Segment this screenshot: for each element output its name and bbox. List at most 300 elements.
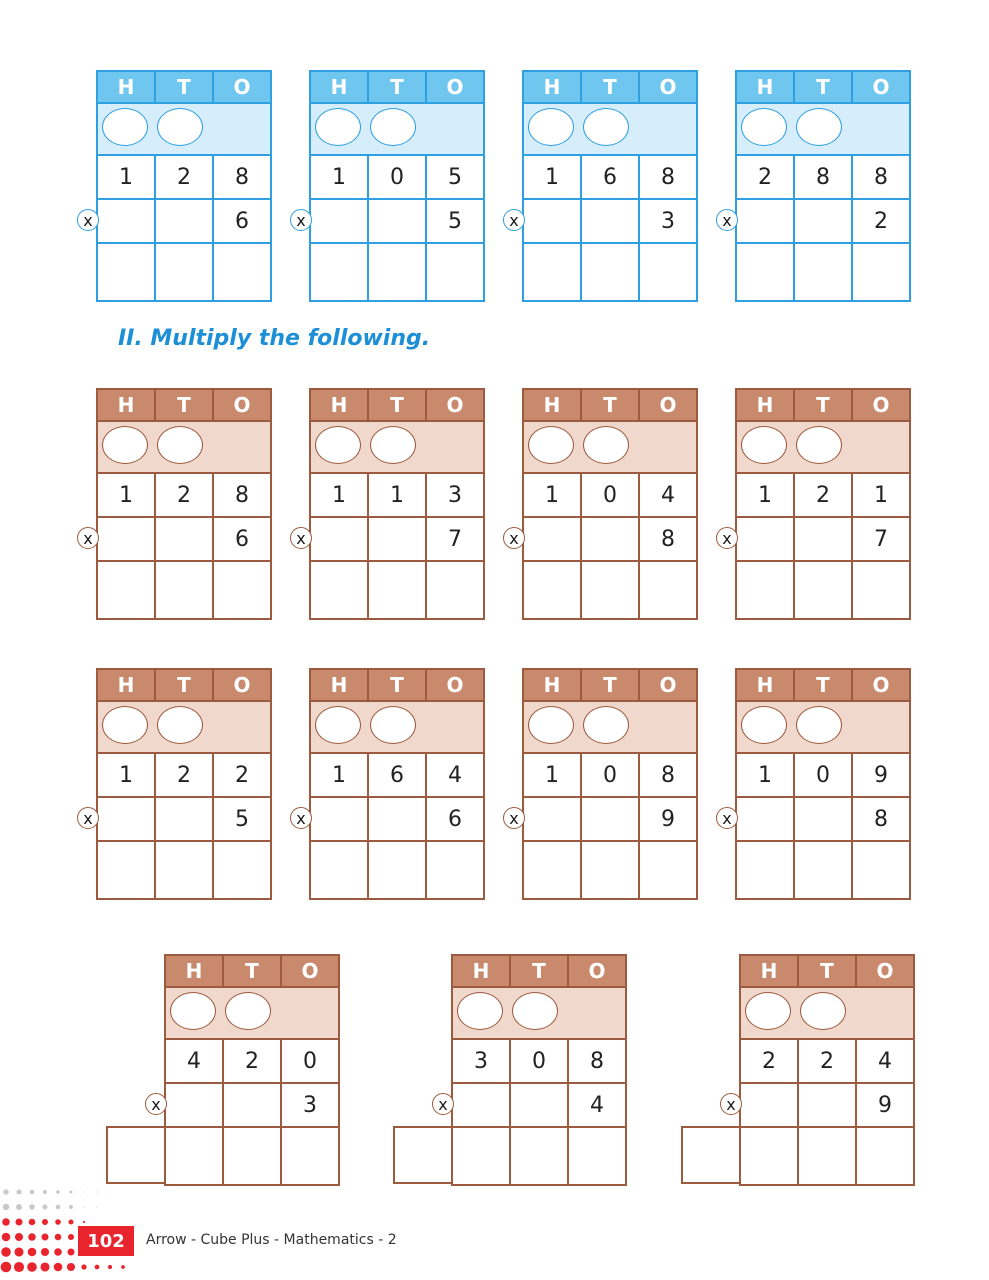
multiplication-grid: [722, 388, 911, 620]
multiply-sign-icon: x: [77, 527, 99, 549]
answer-cell[interactable]: [740, 1127, 798, 1185]
hundreds-digit: 1: [523, 753, 581, 797]
decoration-dot: [15, 1218, 22, 1225]
hundreds-digit: 2: [740, 1039, 798, 1083]
ones-header: O: [639, 669, 697, 701]
answer-cell[interactable]: [426, 243, 484, 301]
tens-digit: 2: [155, 473, 213, 517]
decoration-dot: [14, 1247, 23, 1256]
multiplier-empty-cell: [798, 1083, 856, 1127]
carry-row: [97, 103, 271, 155]
carry-oval[interactable]: [102, 706, 148, 744]
decoration-dot: [68, 1234, 74, 1240]
multiply-sign-icon: x: [503, 527, 525, 549]
multiplier-empty-cell: [155, 199, 213, 243]
decoration-dot: [83, 1221, 85, 1223]
multiplier-empty-cell: [368, 199, 426, 243]
answer-cell[interactable]: [310, 841, 368, 899]
multiplier-digit: 8: [639, 517, 697, 561]
multiplication-grid: [83, 388, 272, 620]
tens-digit: 1: [368, 473, 426, 517]
carry-oval[interactable]: [583, 706, 629, 744]
multiplication-grid: [722, 70, 911, 302]
multiplication-grid: [296, 388, 485, 620]
answer-cell[interactable]: [223, 1127, 281, 1185]
carry-row: [736, 421, 910, 473]
answer-cell[interactable]: [426, 841, 484, 899]
multiplier-digit: 6: [213, 517, 271, 561]
decoration-dot: [55, 1234, 62, 1241]
carry-row: [310, 421, 484, 473]
carry-row: [97, 421, 271, 473]
page-number: 102: [78, 1226, 134, 1256]
answer-cell[interactable]: [155, 243, 213, 301]
answer-cell[interactable]: [852, 841, 910, 899]
answer-cell[interactable]: [852, 561, 910, 619]
decoration-dot: [67, 1248, 74, 1255]
hundreds-header: H: [97, 389, 155, 421]
multiply-sign-icon: x: [716, 209, 738, 231]
multiply-sign-icon: x: [290, 807, 312, 829]
hundreds-header: H: [736, 389, 794, 421]
carry-oval[interactable]: [796, 706, 842, 744]
answer-cell[interactable]: [736, 561, 794, 619]
multiplier-digit: 3: [639, 199, 697, 243]
decoration-dot: [41, 1233, 48, 1240]
carry-oval[interactable]: [528, 706, 574, 744]
decoration-dot: [43, 1190, 47, 1194]
answer-cell[interactable]: [97, 561, 155, 619]
ones-header: O: [426, 71, 484, 103]
decoration-dot: [121, 1265, 125, 1269]
carry-oval[interactable]: [796, 108, 842, 146]
carry-row: [97, 701, 271, 753]
carry-oval[interactable]: [315, 426, 361, 464]
multiplication-grid: [438, 954, 627, 1186]
ones-digit: 4: [426, 753, 484, 797]
multiplication-grid: [509, 668, 698, 900]
ones-digit: 1: [852, 473, 910, 517]
multiplier-empty-cell: [736, 517, 794, 561]
answer-cell[interactable]: [794, 841, 852, 899]
decoration-dot: [108, 1265, 112, 1269]
decoration-dot: [83, 1191, 84, 1192]
ones-header: O: [856, 955, 914, 987]
carry-row: [523, 701, 697, 753]
ones-header: O: [639, 71, 697, 103]
multiplication-grid: [296, 70, 485, 302]
multiply-sign-icon: x: [503, 807, 525, 829]
hundreds-digit: 1: [523, 155, 581, 199]
multiplication-grid: [296, 668, 485, 900]
answer-cell[interactable]: [213, 841, 271, 899]
decoration-dot: [3, 1189, 8, 1194]
carry-oval[interactable]: [741, 426, 787, 464]
hundreds-header: H: [310, 389, 368, 421]
decoration-dot: [3, 1204, 10, 1211]
multiply-sign-icon: x: [503, 209, 525, 231]
decoration-dot: [17, 1190, 22, 1195]
answer-cell[interactable]: [794, 243, 852, 301]
tens-digit: 6: [581, 155, 639, 199]
carry-row: [310, 103, 484, 155]
decoration-dot: [27, 1262, 37, 1272]
multiply-sign-icon: x: [290, 209, 312, 231]
answer-cell[interactable]: [523, 561, 581, 619]
ones-digit: 9: [852, 753, 910, 797]
answer-cell[interactable]: [794, 561, 852, 619]
multiply-sign-icon: x: [145, 1093, 167, 1115]
hundreds-header: H: [97, 71, 155, 103]
answer-cell[interactable]: [281, 1127, 339, 1185]
tens-header: T: [368, 389, 426, 421]
decoration-dot: [67, 1263, 75, 1271]
carry-oval[interactable]: [741, 706, 787, 744]
tens-header: T: [223, 955, 281, 987]
multiply-sign-icon: x: [77, 209, 99, 231]
answer-cell[interactable]: [639, 841, 697, 899]
decoration-dot: [56, 1190, 59, 1193]
carry-oval[interactable]: [225, 992, 271, 1030]
carry-row: [736, 701, 910, 753]
decoration-dot: [56, 1205, 61, 1210]
carry-row: [523, 421, 697, 473]
multiplier-digit: 9: [639, 797, 697, 841]
carry-oval[interactable]: [102, 108, 148, 146]
answer-cell[interactable]: [155, 561, 213, 619]
answer-cell[interactable]: [856, 1127, 914, 1185]
ones-header: O: [213, 71, 271, 103]
answer-cell[interactable]: [510, 1127, 568, 1185]
hundreds-digit: 1: [736, 473, 794, 517]
answer-cell[interactable]: [581, 561, 639, 619]
multiplier-empty-cell: [223, 1083, 281, 1127]
hundreds-header: H: [740, 955, 798, 987]
decoration-dot: [54, 1248, 62, 1256]
ones-header: O: [213, 669, 271, 701]
hundreds-header: H: [452, 955, 510, 987]
multiplier-digit: 5: [426, 199, 484, 243]
carry-oval[interactable]: [512, 992, 558, 1030]
multiply-sign-icon: x: [290, 527, 312, 549]
hundreds-digit: 1: [523, 473, 581, 517]
multiplier-empty-cell: [523, 199, 581, 243]
hundreds-header: H: [165, 955, 223, 987]
tens-header: T: [794, 389, 852, 421]
answer-cell[interactable]: [165, 1127, 223, 1185]
multiplier-digit: 6: [213, 199, 271, 243]
tens-digit: 8: [794, 155, 852, 199]
carry-oval[interactable]: [583, 426, 629, 464]
answer-cell[interactable]: [581, 841, 639, 899]
multiplier-empty-cell: [736, 199, 794, 243]
decoration-dot: [81, 1264, 86, 1269]
multiplier-empty-cell: [523, 797, 581, 841]
carry-oval[interactable]: [170, 992, 216, 1030]
multiply-sign-icon: x: [716, 527, 738, 549]
tens-digit: 0: [581, 473, 639, 517]
decoration-dot: [70, 1191, 73, 1194]
ones-digit: 4: [639, 473, 697, 517]
answer-cell[interactable]: [310, 243, 368, 301]
multiplier-digit: 6: [426, 797, 484, 841]
decoration-dot: [42, 1204, 47, 1209]
carry-oval[interactable]: [102, 426, 148, 464]
carry-row: [310, 701, 484, 753]
tens-header: T: [368, 71, 426, 103]
hundreds-digit: 1: [736, 753, 794, 797]
answer-cell[interactable]: [639, 561, 697, 619]
multiplier-empty-cell: [310, 797, 368, 841]
multiplier-digit: 4: [568, 1083, 626, 1127]
carry-oval[interactable]: [528, 426, 574, 464]
tens-digit: 0: [794, 753, 852, 797]
tens-header: T: [581, 71, 639, 103]
decoration-dot: [28, 1233, 36, 1241]
ones-header: O: [426, 389, 484, 421]
multiply-sign-icon: x: [432, 1093, 454, 1115]
multiplier-empty-cell: [452, 1083, 510, 1127]
multiplier-digit: 8: [852, 797, 910, 841]
tens-digit: 2: [155, 155, 213, 199]
multiplication-grid: [722, 668, 911, 900]
tens-header: T: [368, 669, 426, 701]
hundreds-header: H: [736, 71, 794, 103]
hundreds-digit: 1: [97, 753, 155, 797]
decoration-dot: [40, 1262, 49, 1271]
multiplication-grid: [509, 388, 698, 620]
carry-oval[interactable]: [370, 108, 416, 146]
ones-digit: 2: [213, 753, 271, 797]
ones-digit: 5: [426, 155, 484, 199]
answer-cell[interactable]: [639, 243, 697, 301]
carry-oval[interactable]: [741, 108, 787, 146]
answer-cell[interactable]: [368, 841, 426, 899]
carry-oval[interactable]: [157, 706, 203, 744]
ones-header: O: [852, 669, 910, 701]
hundreds-header: H: [523, 71, 581, 103]
hundreds-digit: 1: [97, 473, 155, 517]
answer-cell[interactable]: [736, 841, 794, 899]
multiplier-empty-cell: [736, 797, 794, 841]
ones-header: O: [213, 389, 271, 421]
multiplier-empty-cell: [155, 517, 213, 561]
answer-cell[interactable]: [523, 243, 581, 301]
ones-digit: 3: [426, 473, 484, 517]
ones-digit: 8: [852, 155, 910, 199]
thousands-answer-cell[interactable]: [393, 1126, 451, 1184]
hundreds-header: H: [97, 669, 155, 701]
carry-oval[interactable]: [315, 108, 361, 146]
multiplier-empty-cell: [740, 1083, 798, 1127]
multiplier-digit: 7: [426, 517, 484, 561]
ones-digit: 8: [213, 155, 271, 199]
multiplier-empty-cell: [581, 797, 639, 841]
multiplier-empty-cell: [155, 797, 213, 841]
multiplier-empty-cell: [97, 797, 155, 841]
multiply-sign-icon: x: [77, 807, 99, 829]
answer-cell[interactable]: [97, 243, 155, 301]
tens-header: T: [155, 669, 213, 701]
multiply-sign-icon: x: [716, 807, 738, 829]
ones-digit: 8: [213, 473, 271, 517]
answer-cell[interactable]: [368, 561, 426, 619]
decoration-dot: [96, 1191, 97, 1192]
thousands-answer-cell[interactable]: [681, 1126, 739, 1184]
ones-digit: 4: [856, 1039, 914, 1083]
decoration-dot: [2, 1218, 10, 1226]
decoration-dot: [96, 1206, 97, 1207]
answer-cell[interactable]: [452, 1127, 510, 1185]
tens-digit: 2: [794, 473, 852, 517]
thousands-answer-cell[interactable]: [106, 1126, 164, 1184]
tens-digit: 6: [368, 753, 426, 797]
decoration-dot: [109, 1191, 110, 1192]
decoration-dot: [14, 1262, 24, 1272]
decoration-dot: [28, 1248, 37, 1257]
answer-cell[interactable]: [310, 561, 368, 619]
carry-oval[interactable]: [370, 426, 416, 464]
decoration-dot: [95, 1265, 100, 1270]
answer-cell[interactable]: [426, 561, 484, 619]
multiplier-empty-cell: [97, 517, 155, 561]
hundreds-header: H: [523, 389, 581, 421]
carry-oval[interactable]: [457, 992, 503, 1030]
carry-oval[interactable]: [370, 706, 416, 744]
carry-oval[interactable]: [157, 426, 203, 464]
tens-header: T: [581, 389, 639, 421]
answer-cell[interactable]: [736, 243, 794, 301]
ones-digit: 8: [639, 155, 697, 199]
multiplier-empty-cell: [165, 1083, 223, 1127]
ones-header: O: [852, 389, 910, 421]
tens-header: T: [581, 669, 639, 701]
ones-header: O: [281, 955, 339, 987]
multiply-sign-icon: x: [720, 1093, 742, 1115]
multiplier-empty-cell: [794, 797, 852, 841]
tens-digit: 0: [510, 1039, 568, 1083]
tens-header: T: [510, 955, 568, 987]
hundreds-header: H: [310, 71, 368, 103]
carry-oval[interactable]: [583, 108, 629, 146]
tens-header: T: [155, 389, 213, 421]
multiplication-grid: [509, 70, 698, 302]
carry-oval[interactable]: [800, 992, 846, 1030]
carry-oval[interactable]: [528, 108, 574, 146]
tens-digit: 2: [223, 1039, 281, 1083]
decoration-dot: [2, 1233, 11, 1242]
tens-digit: 0: [581, 753, 639, 797]
decoration-dot: [16, 1204, 22, 1210]
hundreds-digit: 2: [736, 155, 794, 199]
decoration-dot: [55, 1219, 61, 1225]
hundreds-header: H: [310, 669, 368, 701]
tens-digit: 2: [155, 753, 213, 797]
answer-cell[interactable]: [155, 841, 213, 899]
decoration-dot: [15, 1233, 23, 1241]
carry-oval[interactable]: [157, 108, 203, 146]
decoration-dot: [83, 1206, 84, 1207]
multiplier-empty-cell: [581, 517, 639, 561]
ones-digit: 0: [281, 1039, 339, 1083]
multiplier-empty-cell: [794, 199, 852, 243]
decoration-dot: [42, 1219, 48, 1225]
tens-digit: 2: [798, 1039, 856, 1083]
hundreds-header: H: [736, 669, 794, 701]
multiplier-digit: 9: [856, 1083, 914, 1127]
tens-header: T: [155, 71, 213, 103]
carry-row: [452, 987, 626, 1039]
ones-digit: 8: [639, 753, 697, 797]
hundreds-digit: 1: [97, 155, 155, 199]
answer-cell[interactable]: [213, 561, 271, 619]
multiplier-empty-cell: [794, 517, 852, 561]
hundreds-digit: 1: [310, 753, 368, 797]
carry-row: [736, 103, 910, 155]
tens-header: T: [794, 669, 852, 701]
multiplier-empty-cell: [310, 199, 368, 243]
answer-cell[interactable]: [581, 243, 639, 301]
multiplier-digit: 5: [213, 797, 271, 841]
multiplication-grid: [151, 954, 340, 1186]
decoration-dot: [69, 1205, 73, 1209]
carry-row: [523, 103, 697, 155]
multiplier-empty-cell: [368, 797, 426, 841]
multiplier-digit: 3: [281, 1083, 339, 1127]
answer-cell[interactable]: [213, 243, 271, 301]
ones-header: O: [426, 669, 484, 701]
answer-cell[interactable]: [97, 841, 155, 899]
decoration-dot: [29, 1219, 36, 1226]
decoration-dot: [68, 1219, 73, 1224]
ones-header: O: [568, 955, 626, 987]
answer-cell[interactable]: [368, 243, 426, 301]
decoration-dot: [41, 1248, 49, 1256]
hundreds-digit: 1: [310, 473, 368, 517]
answer-cell[interactable]: [523, 841, 581, 899]
carry-oval[interactable]: [796, 426, 842, 464]
tens-header: T: [798, 955, 856, 987]
multiplier-empty-cell: [510, 1083, 568, 1127]
decoration-dot: [1, 1247, 11, 1257]
multiplier-empty-cell: [581, 199, 639, 243]
carry-row: [740, 987, 914, 1039]
multiplier-digit: 2: [852, 199, 910, 243]
tens-digit: 0: [368, 155, 426, 199]
ones-header: O: [852, 71, 910, 103]
multiplier-empty-cell: [310, 517, 368, 561]
answer-cell[interactable]: [568, 1127, 626, 1185]
multiplier-empty-cell: [523, 517, 581, 561]
ones-digit: 8: [568, 1039, 626, 1083]
decoration-dot: [29, 1204, 35, 1210]
hundreds-header: H: [523, 669, 581, 701]
multiplication-grid: [83, 668, 272, 900]
book-title: Arrow - Cube Plus - Mathematics - 2: [146, 1232, 397, 1248]
answer-cell[interactable]: [798, 1127, 856, 1185]
carry-row: [165, 987, 339, 1039]
decoration-dot: [54, 1263, 63, 1272]
ones-header: O: [639, 389, 697, 421]
multiplier-empty-cell: [368, 517, 426, 561]
multiplier-digit: 7: [852, 517, 910, 561]
multiplier-empty-cell: [97, 199, 155, 243]
answer-cell[interactable]: [852, 243, 910, 301]
carry-oval[interactable]: [315, 706, 361, 744]
section-heading: II. Multiply the following.: [118, 326, 431, 351]
carry-oval[interactable]: [745, 992, 791, 1030]
multiplication-grid: [83, 70, 272, 302]
